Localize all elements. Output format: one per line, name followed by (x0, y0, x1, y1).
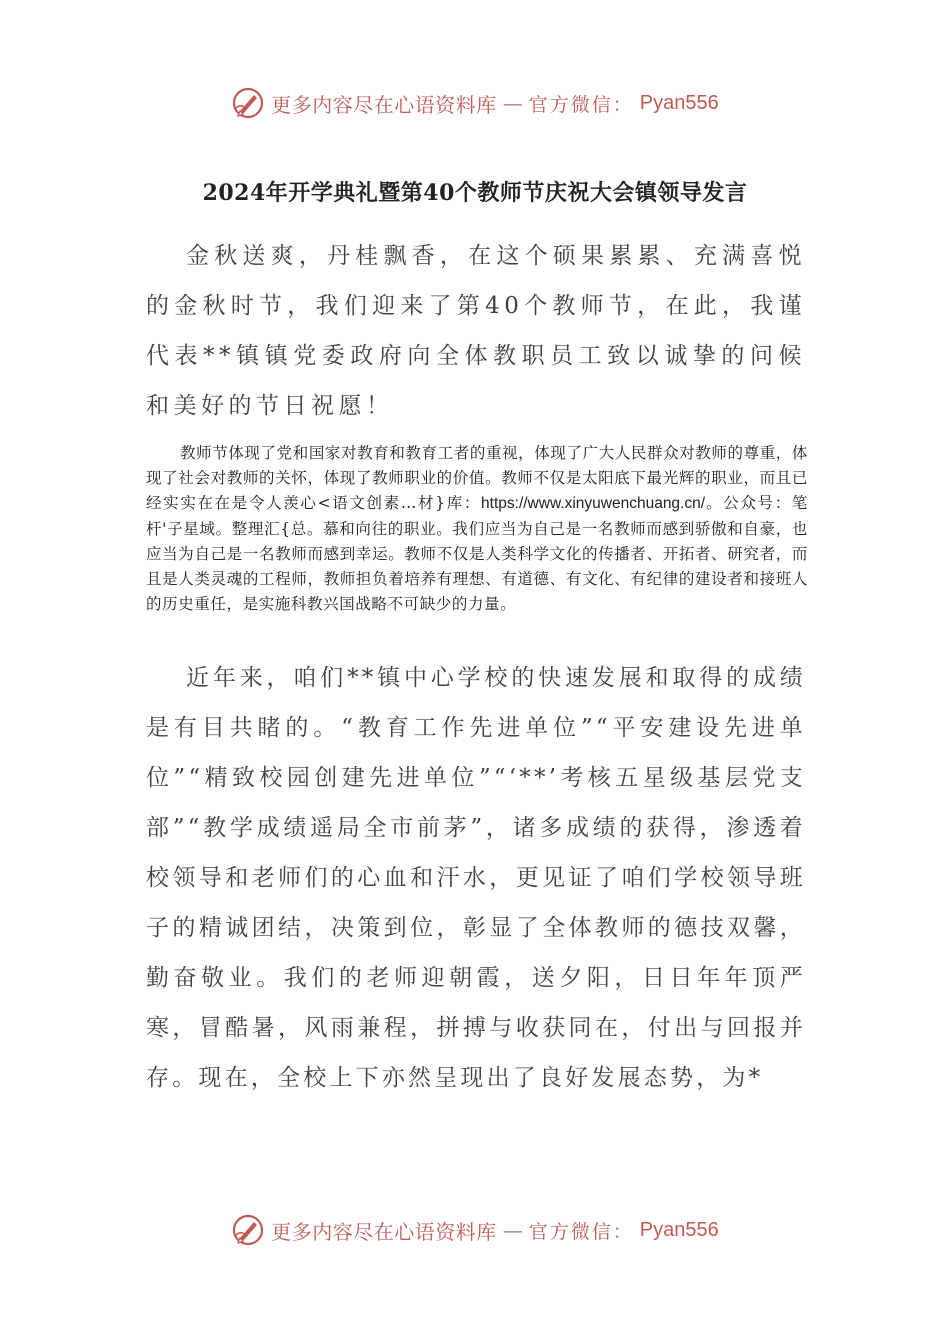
pen-logo-icon (231, 86, 265, 120)
paragraph-3: 近年来，咱们**镇中心学校的快速发展和取得的成绩是有目共睹的。“教育工作先进单位”“平安建设先进单位”“精致校园创建先进单位”“‘**’考核五星级基层党支部”“教学成绩遥局全市前茅”，诸多成绩的获得，渗透着校领导和老师们的心血和汗水，更见证了咱们学校领导班子的精诚团结，决策到位，彰显了全体教师的德技双馨，勤奋敬业。我们的老师迎朝霞，送夕阳，日日年年顶严寒，冒酷暑，风雨兼程，拼搏与收获同在，付出与回报并存。现在，全校上下亦然呈现出了良好发展态势，为* (146, 665, 806, 1091)
watermark-wechat-id: Pyan556 (639, 91, 719, 114)
paragraph-1: 金秋送爽，丹桂飘香，在这个硕果累累、充满喜悦的金秋时节，我们迎来了第40个教师节，在此，我谨代表**镇镇党委政府向全体教职员工致以诚挚的问候和美好的节日祝愿！ (146, 243, 806, 419)
document-title: 2024年开学典礼暨第40个教师节庆祝大会镇领导发言 (202, 180, 748, 206)
watermark-dash: — (502, 1218, 523, 1242)
header-watermark (0, 86, 950, 120)
pen-logo-icon (231, 1213, 265, 1247)
footer-watermark (0, 1213, 950, 1247)
watermark-wechat-id: Pyan556 (639, 1218, 719, 1241)
paragraph-2-text-a: 教师节体现了党和国家对教育和教育工者的重视，体现了广大人民群众对教师的尊重，体现了社会对教师的关怀，体现了教师职业的价值。教师不仅是太阳底下最光辉的职业，而且已经实实在在是令人羡心<语文创素…材}库： (146, 444, 808, 513)
watermark-label: 官方微信： (528, 93, 634, 116)
paragraph-2-text-b: 。公众号：笔杆'子星域。整理汇{总。慕和向往的职业。我们应当为自己是一名教师而感到骄傲和自豪，也应当为自己是一名教师而感到幸运。教师不仅是人类科学文化的传播者、开拓者、研究者，而且是人类灵魂的工程师，教师担负着培养有理想、有道德、有文化、有纪律的建设者和接班人的历史重任，是实施科教兴国战略不可缺少的力量。 (146, 494, 808, 614)
watermark-label: 官方微信： (528, 1220, 634, 1243)
paragraph-2-url: https://www.xinyuwenchuang.cn/ (481, 495, 706, 513)
watermark-main-text: 更多内容尽在心语资料库 (271, 92, 497, 117)
paragraph-2 (146, 441, 808, 617)
watermark-main-text: 更多内容尽在心语资料库 (271, 1219, 497, 1244)
watermark-dash: — (502, 91, 523, 115)
